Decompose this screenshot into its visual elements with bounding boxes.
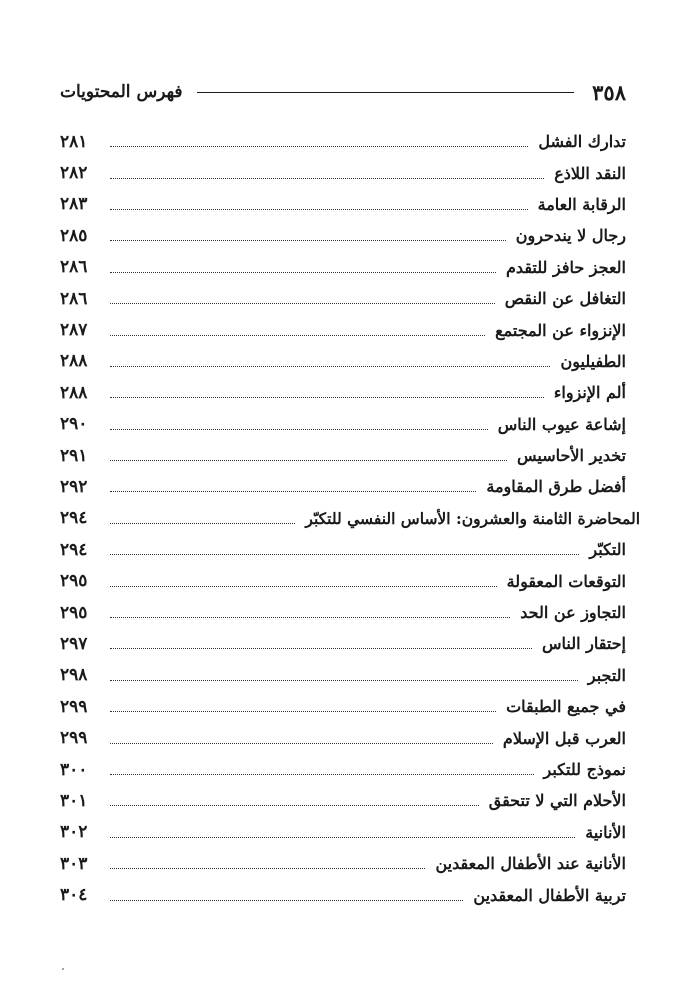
- toc-entry-page-number: ٢٨٧: [60, 320, 88, 341]
- toc-entry: [60, 754, 626, 785]
- dot-leader: [110, 209, 528, 210]
- toc-entry-page-number: ٢٨٦: [60, 288, 88, 309]
- dot-leader: [110, 429, 488, 430]
- toc-entry: [60, 220, 626, 251]
- toc-entry-page-number: ٢٩٩: [60, 696, 88, 717]
- dot-leader: [110, 178, 544, 179]
- toc-entry-page-number: ٢٩٧: [60, 633, 88, 654]
- toc-entry-title: التغافل عن النقص: [504, 289, 626, 309]
- dot-leader: [110, 837, 575, 838]
- toc-entry-title: النقد اللاذع: [554, 163, 626, 183]
- toc-entry-page-number: ٣٠٢: [60, 822, 88, 843]
- toc-entry-page-number: ٢٩٤: [60, 508, 88, 529]
- toc-entry-title: التجاوز عن الحد: [520, 603, 626, 623]
- toc-entry-page-number: ٢٨٥: [60, 225, 88, 246]
- toc-entry-page-number: ٢٨١: [60, 131, 88, 152]
- toc-entry-title: أفضل طرق المقاومة: [486, 477, 626, 497]
- toc-entry-title: في جميع الطبقات: [506, 697, 626, 717]
- toc-entry-page-number: ٢٩٩: [60, 728, 88, 749]
- toc-entry-title: ألم الإنزواء: [553, 383, 626, 403]
- toc-entry-title: الرقابة العامة: [537, 194, 626, 214]
- dot-leader: [110, 586, 497, 587]
- dot-leader: [110, 303, 495, 304]
- toc-entry-title: رجال لا يندحرون: [515, 226, 626, 246]
- toc-entry-page-number: ٢٩٨: [60, 665, 88, 686]
- toc-entry: [60, 817, 626, 848]
- dot-leader: [110, 146, 528, 147]
- toc-entry: [60, 722, 626, 753]
- dot-leader: [110, 272, 496, 273]
- toc-entry: [60, 785, 626, 816]
- toc-entry: [60, 440, 626, 471]
- table-of-contents: [60, 126, 640, 911]
- toc-entry-title: نموذج للتكبر: [543, 760, 626, 779]
- toc-entry-title: الأنانية عند الأطفال المعقدين: [435, 854, 626, 874]
- toc-entry-title: التجبر: [587, 665, 626, 685]
- toc-entry: [60, 314, 626, 345]
- toc-entry-title: الأنانية: [585, 822, 626, 842]
- dot-leader: [110, 805, 479, 806]
- print-speck: [62, 968, 64, 970]
- dot-leader: [110, 680, 578, 681]
- toc-entry-page-number: ٢٩٢: [60, 476, 88, 497]
- toc-entry: [60, 628, 626, 659]
- toc-entry: [60, 660, 626, 691]
- toc-entry-page-number: ٢٩١: [60, 445, 88, 466]
- toc-entry-title: المحاضرة الثامنة والعشرون: الأساس النفسي للتكبّر: [305, 508, 640, 528]
- dot-leader: [110, 617, 510, 618]
- toc-entry: [60, 597, 626, 628]
- dot-leader: [110, 491, 476, 492]
- toc-entry-page-number: ٣٠٠: [60, 759, 88, 780]
- toc-entry-page-number: ٢٨٣: [60, 194, 88, 215]
- toc-entry: [60, 471, 626, 502]
- dot-leader: [110, 648, 532, 649]
- toc-entry-title: إشاعة عيوب الناس: [497, 414, 626, 434]
- dot-leader: [110, 523, 295, 524]
- toc-entry: [60, 409, 626, 440]
- toc-entry-title: تدارك الفشل: [538, 132, 626, 152]
- dot-leader: [110, 774, 534, 775]
- toc-entry-title: الإنزواء عن المجتمع: [495, 320, 626, 340]
- dot-leader: [110, 366, 550, 367]
- toc-entry-title: الأحلام التي لا تتحقق: [488, 791, 626, 811]
- toc-entry-page-number: ٣٠١: [60, 790, 88, 811]
- toc-entry-page-number: ٢٩٥: [60, 602, 88, 623]
- toc-entry-title: التكبّر: [589, 540, 626, 560]
- toc-entry-title: إحتقار الناس: [542, 634, 626, 654]
- toc-entry-page-number: ٢٨٨: [60, 382, 88, 403]
- toc-entry-title: تربية الأطفال المعقدين: [473, 885, 626, 905]
- toc-entry-title: الطفيليون: [560, 351, 626, 371]
- dot-leader: [110, 868, 425, 869]
- toc-entry-title: تخدير الأحاسيس: [517, 446, 626, 466]
- toc-entry-page-number: ٢٩٥: [60, 571, 88, 592]
- header-rule: [197, 92, 575, 93]
- toc-entry-page-number: ٢٨٢: [60, 163, 88, 184]
- toc-entry-page-number: ٢٨٦: [60, 257, 88, 278]
- toc-chapter-entry: [60, 503, 640, 534]
- toc-entry-page-number: ٢٨٨: [60, 351, 88, 372]
- toc-entry: [60, 126, 626, 157]
- toc-entry: [60, 377, 626, 408]
- toc-entry: [60, 565, 626, 596]
- toc-entry-page-number: ٢٩٠: [60, 414, 88, 435]
- toc-entry-page-number: ٣٠٣: [60, 853, 88, 874]
- dot-leader: [110, 711, 496, 712]
- dot-leader: [110, 460, 507, 461]
- dot-leader: [110, 240, 506, 241]
- toc-entry-page-number: ٣٠٤: [60, 885, 88, 906]
- toc-entry-page-number: ٢٩٤: [60, 539, 88, 560]
- dot-leader: [110, 397, 544, 398]
- toc-entry: [60, 691, 626, 722]
- toc-entry: [60, 346, 626, 377]
- toc-entry-title: العرب قبل الإسلام: [502, 728, 626, 748]
- toc-entry: [60, 189, 626, 220]
- toc-entry: [60, 283, 626, 314]
- toc-entry: [60, 157, 626, 188]
- dot-leader: [110, 554, 579, 555]
- toc-entry: [60, 848, 626, 879]
- running-title: فهرس المحتويات: [60, 82, 183, 102]
- page-number: ٣٥٨: [592, 79, 626, 105]
- toc-entry: [60, 252, 626, 283]
- toc-entry-title: التوقعات المعقولة: [506, 571, 626, 591]
- dot-leader: [110, 743, 493, 744]
- toc-entry: [60, 879, 626, 910]
- dot-leader: [110, 900, 463, 901]
- toc-entry-title: العجز حافز للتقدم: [506, 257, 626, 277]
- page-header: [60, 78, 626, 106]
- toc-entry: [60, 534, 626, 565]
- dot-leader: [110, 335, 485, 336]
